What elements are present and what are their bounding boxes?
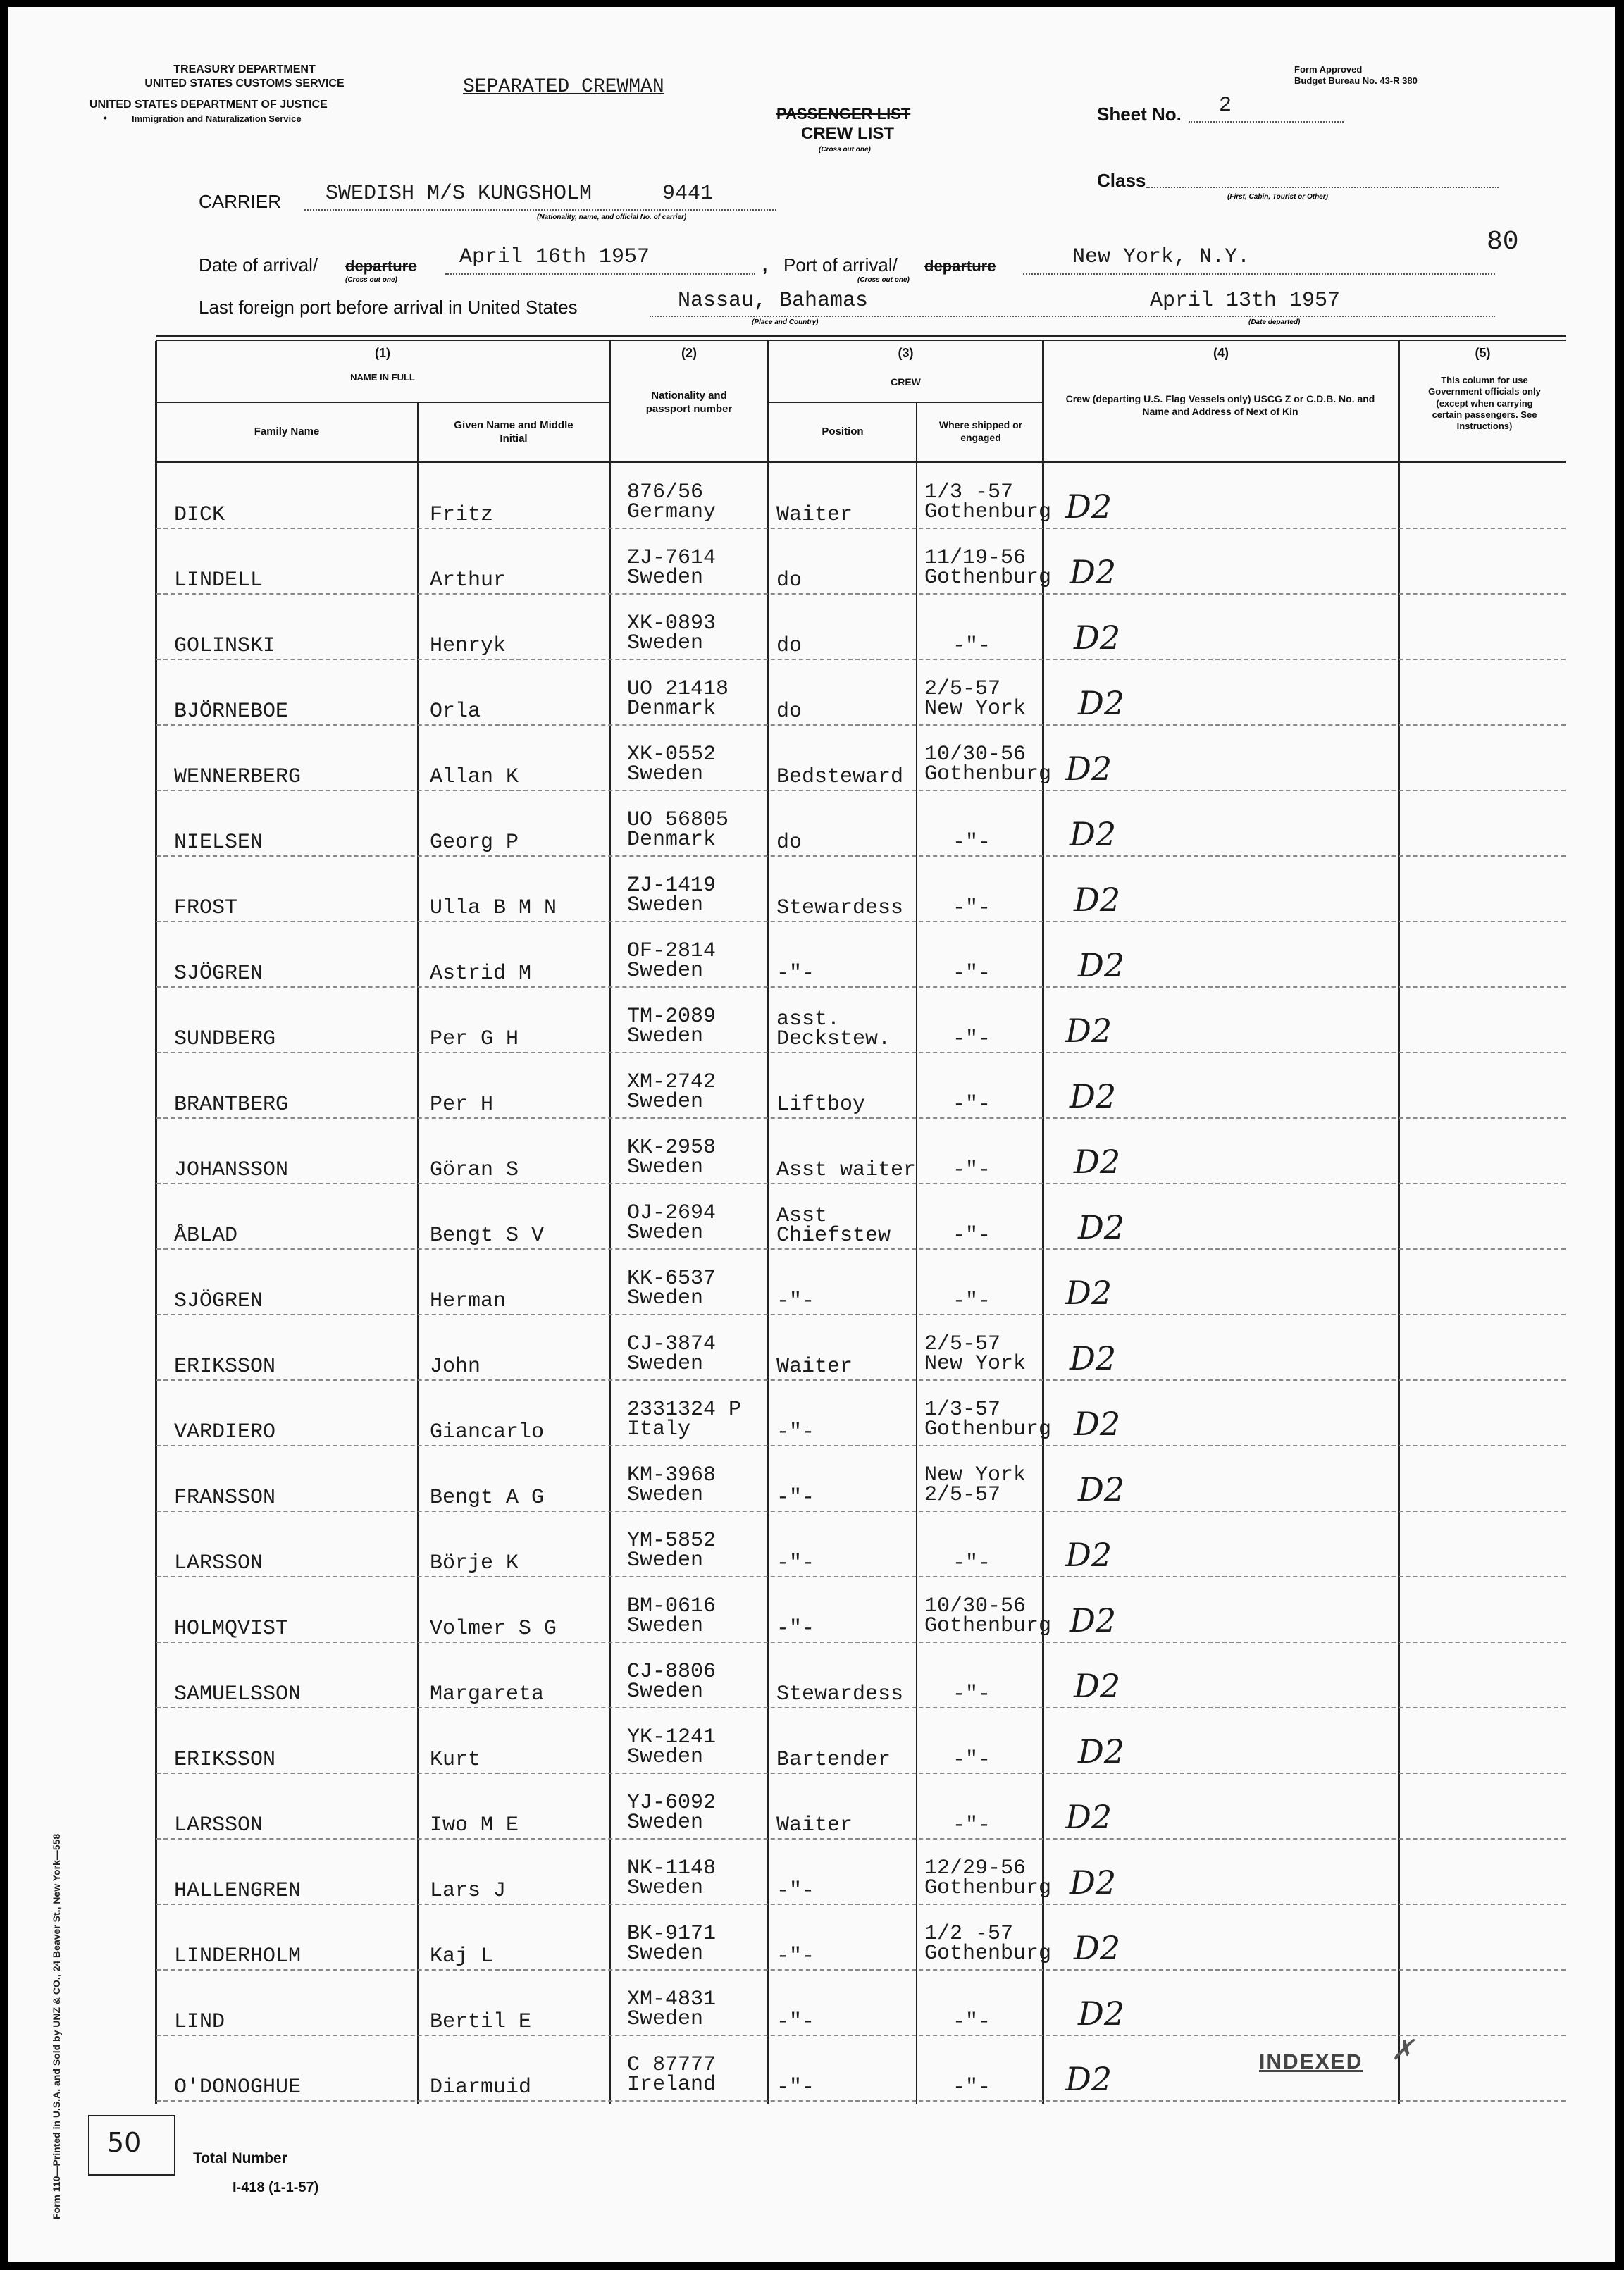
class-caption: (First, Cabin, Tourist or Other) <box>1227 193 1328 201</box>
family-name: O'DONOGHUE <box>174 2076 302 2100</box>
sheet-no: 2 <box>1219 94 1232 118</box>
given-name-header: Given Name and Middle Initial <box>454 419 574 445</box>
passport-number: UO 21418 <box>627 677 729 701</box>
handwritten-mark: D2 <box>1074 619 1121 657</box>
passport-number: XK-0552 <box>627 743 717 767</box>
handwritten-mark: D2 <box>1065 2060 1112 2098</box>
nationality: Sweden <box>627 1680 704 1704</box>
handwritten-mark: D2 <box>1070 1863 1117 1902</box>
treasury-dept: TREASURY DEPARTMENT <box>173 63 316 75</box>
table-top-rule-2 <box>156 340 1566 341</box>
passport-number: KM-3968 <box>627 1463 717 1487</box>
handwritten-mark: D2 <box>1070 815 1117 853</box>
shipped-date: 10/30-56 <box>924 1594 1027 1618</box>
passport-number: OF-2814 <box>627 939 717 963</box>
position: Liftboy <box>776 1093 866 1117</box>
nationality: Italy <box>627 1418 691 1441</box>
sheet-line <box>1189 121 1344 123</box>
shipped-ditto: -"- <box>953 2076 991 2100</box>
indexed-initials: ✗ <box>1391 2034 1415 2066</box>
port-arrival-label: Port of arrival/ <box>783 254 898 275</box>
date-departed-caption: (Date departed) <box>1248 318 1301 326</box>
family-name: FRANSSON <box>174 1486 276 1510</box>
last-port-line <box>650 316 1495 317</box>
col2-number: (2) <box>681 346 697 360</box>
family-name: ERIKSSON <box>174 1748 276 1772</box>
given-name: John <box>430 1355 481 1379</box>
nationality-header: Nationality and passport number <box>645 390 733 415</box>
row-divider <box>156 2100 1566 2102</box>
date-line <box>445 273 755 275</box>
family-name: LINDELL <box>174 569 264 593</box>
handwritten-mark: D2 <box>1065 750 1112 788</box>
passport-number: YM-5852 <box>627 1529 717 1553</box>
shipped-ditto: -"- <box>953 1682 991 1706</box>
position: asst. <box>776 1007 841 1031</box>
justice-dept: UNITED STATES DEPARTMENT OF JUSTICE <box>89 99 328 111</box>
handwritten-mark: D2 <box>1074 1405 1121 1443</box>
sheet-label: Sheet No. <box>1097 104 1182 125</box>
passenger-list-struck: PASSENGER LIST <box>776 105 911 123</box>
handwritten-mark: D2 <box>1074 881 1121 919</box>
given-name: Bengt A G <box>430 1486 545 1510</box>
crew-sub-rule <box>769 402 1042 403</box>
given-name: Ulla B M N <box>430 896 557 920</box>
arrival-date: April 16th 1957 <box>459 245 650 269</box>
shipped-place: Gothenburg <box>924 500 1052 524</box>
nationality: Sweden <box>627 566 704 590</box>
given-name: Arthur <box>430 569 507 593</box>
position: -"- <box>776 1879 815 1903</box>
shipped-ditto: -"- <box>953 634 991 658</box>
position: -"- <box>776 2010 815 2034</box>
given-name: Bengt S V <box>430 1224 545 1248</box>
position: -"- <box>776 962 815 986</box>
position: do <box>776 569 802 593</box>
shipped-ditto: -"- <box>953 1224 991 1248</box>
family-name: BJÖRNEBOE <box>174 700 289 724</box>
arrival-port: New York, N.Y. <box>1072 245 1251 269</box>
shipped-place: Gothenburg <box>924 1876 1052 1900</box>
nationality: Sweden <box>627 1483 704 1507</box>
nationality: Sweden <box>627 762 704 786</box>
position: Asst <box>776 1204 828 1228</box>
nationality: Sweden <box>627 1745 704 1769</box>
budget-bureau: Budget Bureau No. 43-R 380 <box>1294 75 1418 86</box>
family-name: LARSSON <box>174 1813 264 1837</box>
passport-number: XK-0893 <box>627 612 717 635</box>
shipped-date: 12/29-56 <box>924 1856 1027 1880</box>
given-name: Astrid M <box>430 962 532 986</box>
total-count: 50 <box>107 2127 142 2158</box>
family-name: SJÖGREN <box>174 962 264 986</box>
given-name: Orla <box>430 700 481 724</box>
family-name: BRANTBERG <box>174 1093 289 1117</box>
position-line2: Deckstew. <box>776 1027 891 1051</box>
last-port-label: Last foreign port before arrival in United States <box>199 297 578 318</box>
family-name: HOLMQVIST <box>174 1617 289 1641</box>
passport-number: BK-9171 <box>627 1922 717 1946</box>
nationality: Sweden <box>627 1155 704 1179</box>
family-name: LARSSON <box>174 1551 264 1575</box>
given-name: Kurt <box>430 1748 481 1772</box>
date-departed: April 13th 1957 <box>1150 289 1341 313</box>
position: Waiter <box>776 503 853 527</box>
shipped-date: 11/19-56 <box>924 546 1027 570</box>
passport-number: 2331324 P <box>627 1398 742 1422</box>
position: do <box>776 831 802 855</box>
shipped-ditto: -"- <box>953 1551 991 1575</box>
date-cross-caption: (Cross out one) <box>345 276 397 284</box>
crew-header: CREW <box>891 376 921 387</box>
departure-struck: departure <box>345 257 417 275</box>
position-line2: Chiefstew <box>776 1224 891 1248</box>
carrier-value: SWEDISH M/S KUNGSHOLM <box>326 182 593 206</box>
passport-number: BM-0616 <box>627 1594 717 1618</box>
document-page: TREASURY DEPARTMENT UNITED STATES CUSTOMS SERVICE UNITED STATES DEPARTMENT OF JUSTICE Immigration and Naturalization Service SEPARATED CREWMAN Form Approved Budget Bureau No. 43-R 380 PASSENGER LIST CREW LIST (Cross out one) Sheet No. 2 Class (First, Cabin, Tourist or Other) CARRIER SWEDISH M/S KUNGSHOLM 9441 (Nationality, name, and official No. of carrier) 80 Date of arrival/ departure (Cross out one) April 16th 1957 , Port of arrival/ departure (Cross out one) New York, N.Y. Last foreign port before arrival in United States Nassau, Bahamas (Place and Country) April 13th 1957 (Date departed) (1) NAME IN FULL Family Name Given Name and Middle Initial (2) Nationality and passport number (3) CREW Position Where shipped or engaged (4) Crew (departing U.S. Flag Vessels only) USCG Z or C.D.B. No. and Name and Address of Next of Kin (5) This column for use Government officials only (except when carrying certain passengers. See Instructions) INDEXED ✗ 50 Total Number I-418 (1-1-57) Form 110—Printed in U.S.A. and Sold by UNZ & CO., 24 Beaver St., New York—558 • DICK Fritz 876/56 Germany Waiter 1/3 -57 Gothenburg D2 LINDELL Arthur ZJ-7614 Sweden do 11/19-56 Gothenburg D2 GOLINSKI Henryk XK-0893 Sweden do -"- D2 BJÖRNEBOE Orla UO 21418 Denmark do 2/5-57 New York D2 WENNERBERG Allan K XK-0552 Sweden Bedsteward 10/30-56 Gothenburg D2 NIELSEN Georg P UO 56805 Denmark do -"- D2 FROST Ulla B M N ZJ-1419 Sweden Stewardess -"- D2 SJÖGREN Astrid M OF-2814 Sweden -"- -"- D2 SUNDBERG Per G H TM-2089 Sweden asst. Deckstew. -"- D2 BRANTBERG Per H XM-2742 Sweden Liftboy -"- D2 JOHANSSON Göran S KK-2958 Sweden Asst waiter -"- D2 ÅBLAD Bengt S V OJ-2694 Sweden Asst Chiefstew -"- D2 SJÖGREN Herman KK-6537 Sweden -"- -"- D2 ERIKSSON John CJ-3874 Sweden Waiter 2/5-57 New York D2 VARDIERO Giancarlo 2331324 P Italy -"- 1/3-57 Gothenburg D2 FRANSSON Bengt A G KM-3968 Sweden -"- New York 2/5-57 D2 LARSSON Börje K YM-5852 Sweden -"- -"- D2 HOLMQVIST Volmer S G BM-0616 Sweden -"- 10/30-56 Gothenburg D2 SAMUELSSON Margareta CJ-8806 Sweden Stewardess -"- D2 ERIKSSON Kurt YK-1241 Sweden Bartender -"- D2 LARSSON Iwo M E YJ-6092 Sweden Waiter -"- D2 HALLENGREN Lars J NK-1148 Sweden -"- 12/29-56 Gothenburg D2 LINDERHOLM Kaj L BK-9171 Sweden -"- 1/2 -57 Gothenburg D2 LIND Bertil E XM-4831 Sweden -"- -"- D2 O'DONOGHUE Diarmuid C 87777 Ireland -"- -"- D2 <box>8 7 1615 2262</box>
col1-number: (1) <box>375 346 390 360</box>
passport-number: KK-6537 <box>627 1267 717 1291</box>
passport-number: C 87777 <box>627 2053 717 2077</box>
class-line <box>1146 187 1499 188</box>
shipped-ditto: -"- <box>953 1158 991 1182</box>
handwritten-mark: D2 <box>1070 553 1117 591</box>
nationality: Sweden <box>627 1221 704 1245</box>
carrier-caption: (Nationality, name, and official No. of carrier) <box>537 213 687 221</box>
position: Waiter <box>776 1355 853 1379</box>
given-name: Georg P <box>430 831 519 855</box>
shipped-place: Gothenburg <box>924 1942 1052 1966</box>
shipped-ditto: -"- <box>953 2010 991 2034</box>
position: Stewardess <box>776 1682 904 1706</box>
given-name: Per H <box>430 1093 494 1117</box>
port-departure-struck: departure <box>924 257 996 275</box>
port-line <box>1023 273 1495 275</box>
shipped-place: 2/5-57 <box>924 1483 1001 1507</box>
family-name: ÅBLAD <box>174 1224 238 1248</box>
passport-number: XM-4831 <box>627 1987 717 2011</box>
position: -"- <box>776 1420 815 1444</box>
position: -"- <box>776 1551 815 1575</box>
nationality: Sweden <box>627 1352 704 1376</box>
handwritten-mark: D2 <box>1065 1536 1112 1574</box>
crew-note-header: Crew (departing U.S. Flag Vessels only) USCG Z or C.D.B. No. and Name and Address of Next of Kin <box>1065 393 1375 417</box>
nationality: Sweden <box>627 959 704 983</box>
given-name: Bertil E <box>430 2010 532 2034</box>
shipped-date: 1/3 -57 <box>924 480 1014 504</box>
carrier-label: CARRIER <box>199 191 282 212</box>
shipped-ditto: -"- <box>953 1813 991 1837</box>
family-name: FROST <box>174 896 238 920</box>
shipped-ditto: -"- <box>953 1093 991 1117</box>
family-name: ERIKSSON <box>174 1355 276 1379</box>
given-name: Lars J <box>430 1879 507 1903</box>
last-port: Nassau, Bahamas <box>678 289 869 313</box>
given-name: Giancarlo <box>430 1420 545 1444</box>
date-arrival-label: Date of arrival/ <box>199 254 318 275</box>
handwritten-mark: D2 <box>1078 1995 1125 2033</box>
passport-number: TM-2089 <box>627 1005 717 1029</box>
ins-service: Immigration and Naturalization Service <box>132 113 302 124</box>
shipped-ditto: -"- <box>953 896 991 920</box>
class-label: Class <box>1097 170 1146 191</box>
shipped-ditto: -"- <box>953 1027 991 1051</box>
handwritten-mark: D2 <box>1074 1929 1121 1967</box>
printer-side-text: Form 110—Printed in U.S.A. and Sold by UNZ & CO., 24 Beaver St., New York—558 <box>51 1833 62 2219</box>
cross-out-caption: (Cross out one) <box>819 146 871 154</box>
passport-number: OJ-2694 <box>627 1201 717 1225</box>
handwritten-mark: D2 <box>1065 488 1112 526</box>
given-name: Iwo M E <box>430 1813 519 1837</box>
family-name: SUNDBERG <box>174 1027 276 1051</box>
nationality: Sweden <box>627 1024 704 1048</box>
nationality: Denmark <box>627 697 717 721</box>
handwritten-mark: D2 <box>1074 1143 1121 1181</box>
shipped-ditto: -"- <box>953 831 991 855</box>
position: -"- <box>776 1289 815 1313</box>
shipped-place: Gothenburg <box>924 566 1052 590</box>
shipped-place: New York <box>924 697 1027 721</box>
family-name-header: Family Name <box>254 426 320 438</box>
handwritten-mark: D2 <box>1078 684 1125 722</box>
shipped-date: New York <box>924 1463 1027 1487</box>
nationality: Sweden <box>627 1549 704 1573</box>
family-name: JOHANSSON <box>174 1158 289 1182</box>
header-bottom-rule <box>156 461 1566 463</box>
nationality: Sweden <box>627 2007 704 2031</box>
passport-number: NK-1148 <box>627 1856 717 1880</box>
family-name: GOLINSKI <box>174 634 276 658</box>
carrier-number: 9441 <box>662 182 714 206</box>
handwritten-mark: D2 <box>1065 1798 1112 1836</box>
nationality: Sweden <box>627 1942 704 1966</box>
shipped-date: 10/30-56 <box>924 743 1027 767</box>
given-name: Henryk <box>430 634 507 658</box>
family-name: WENNERBERG <box>174 765 302 789</box>
nationality: Denmark <box>627 828 717 852</box>
position: Waiter <box>776 1813 853 1837</box>
passport-number: YK-1241 <box>627 1725 717 1749</box>
position: Asst waiter <box>776 1158 917 1182</box>
handwritten-mark: D2 <box>1065 1274 1112 1312</box>
nationality: Sweden <box>627 1876 704 1900</box>
gov-note-header: This column for use Government officials only (except when carrying certain passengers. See Instructions) <box>1428 375 1541 431</box>
shipped-place: New York <box>924 1352 1027 1376</box>
given-name: Göran S <box>430 1158 519 1182</box>
passport-number: 876/56 <box>627 480 704 504</box>
given-name: Fritz <box>430 503 494 527</box>
shipped-place: Gothenburg <box>924 762 1052 786</box>
handwritten-mark: D2 <box>1070 1077 1117 1115</box>
passport-number: YJ-6092 <box>627 1791 717 1815</box>
family-name: SAMUELSSON <box>174 1682 302 1706</box>
given-name: Allan K <box>430 765 519 789</box>
nationality: Sweden <box>627 631 704 655</box>
indexed-stamp: INDEXED <box>1259 2050 1363 2073</box>
nationality: Sweden <box>627 1614 704 1638</box>
name-sub-rule <box>156 402 609 403</box>
shipped-header: Where shipped or engaged <box>938 419 1023 443</box>
col1-title: NAME IN FULL <box>350 372 415 383</box>
passport-number: CJ-3874 <box>627 1332 717 1356</box>
passport-number: XM-2742 <box>627 1070 717 1094</box>
shipped-ditto: -"- <box>953 962 991 986</box>
family-name: DICK <box>174 503 225 527</box>
position: -"- <box>776 1486 815 1510</box>
handwritten-mark: D2 <box>1074 1667 1121 1705</box>
family-name: VARDIERO <box>174 1420 276 1444</box>
handwritten-mark: D2 <box>1070 1339 1117 1377</box>
given-name: Kaj L <box>430 1945 494 1968</box>
position: Bedsteward <box>776 765 904 789</box>
shipped-date: 2/5-57 <box>924 1332 1001 1356</box>
col4-number: (4) <box>1213 346 1229 360</box>
family-name: LINDERHOLM <box>174 1945 302 1968</box>
nationality: Sweden <box>627 1286 704 1310</box>
nationality: Sweden <box>627 1811 704 1835</box>
given-name: Diarmuid <box>430 2076 532 2100</box>
family-name: SJÖGREN <box>174 1289 264 1313</box>
position: do <box>776 634 802 658</box>
family-name: HALLENGREN <box>174 1879 302 1903</box>
given-name: Börje K <box>430 1551 519 1575</box>
nationality: Sweden <box>627 1090 704 1114</box>
family-name: LIND <box>174 2010 225 2034</box>
handwritten-mark: D2 <box>1078 1732 1125 1770</box>
page-number: 80 <box>1487 227 1519 257</box>
passport-number: ZJ-7614 <box>627 546 717 570</box>
position: -"- <box>776 2076 815 2100</box>
position: do <box>776 700 802 724</box>
passport-number: ZJ-1419 <box>627 874 717 898</box>
position: -"- <box>776 1945 815 1968</box>
shipped-place: Gothenburg <box>924 1418 1052 1441</box>
shipped-ditto: -"- <box>953 1289 991 1313</box>
position: Stewardess <box>776 896 904 920</box>
last-port-caption: (Place and Country) <box>752 318 819 326</box>
shipped-date: 2/5-57 <box>924 677 1001 701</box>
form-approved: Form Approved <box>1294 64 1363 75</box>
port-cross-caption: (Cross out one) <box>857 276 910 284</box>
shipped-date: 1/3-57 <box>924 1398 1001 1422</box>
handwritten-mark: D2 <box>1078 946 1125 984</box>
handwritten-mark: D2 <box>1078 1208 1125 1246</box>
col3-number: (3) <box>898 346 914 360</box>
handwritten-mark: D2 <box>1065 1012 1112 1050</box>
family-name: NIELSEN <box>174 831 264 855</box>
margin-dot: • <box>104 112 107 123</box>
given-name: Margareta <box>430 1682 545 1706</box>
given-name: Volmer S G <box>430 1617 557 1641</box>
customs-service: UNITED STATES CUSTOMS SERVICE <box>144 77 345 89</box>
given-name: Herman <box>430 1289 507 1313</box>
passport-number: UO 56805 <box>627 808 729 832</box>
position: -"- <box>776 1617 815 1641</box>
passport-number: CJ-8806 <box>627 1660 717 1684</box>
handwritten-mark: D2 <box>1070 1601 1117 1639</box>
shipped-place: Gothenburg <box>924 1614 1052 1638</box>
shipped-date: 1/2 -57 <box>924 1922 1014 1946</box>
given-name: Per G H <box>430 1027 519 1051</box>
col5-number: (5) <box>1475 346 1491 360</box>
nationality: Germany <box>627 500 717 524</box>
shipped-ditto: -"- <box>953 1748 991 1772</box>
handwritten-mark: D2 <box>1078 1470 1125 1508</box>
nationality: Ireland <box>627 2073 717 2097</box>
table-top-rule <box>156 335 1566 337</box>
position-header: Position <box>822 426 864 438</box>
carrier-line <box>304 209 776 211</box>
total-label: Total Number <box>193 2150 287 2166</box>
crew-list-title: CREW LIST <box>801 124 894 143</box>
position: Bartender <box>776 1748 891 1772</box>
form-code: I-418 (1-1-57) <box>233 2180 319 2195</box>
passport-number: KK-2958 <box>627 1136 717 1160</box>
nationality: Sweden <box>627 893 704 917</box>
separated-crewman-title: SEPARATED CREWMAN <box>463 76 664 98</box>
